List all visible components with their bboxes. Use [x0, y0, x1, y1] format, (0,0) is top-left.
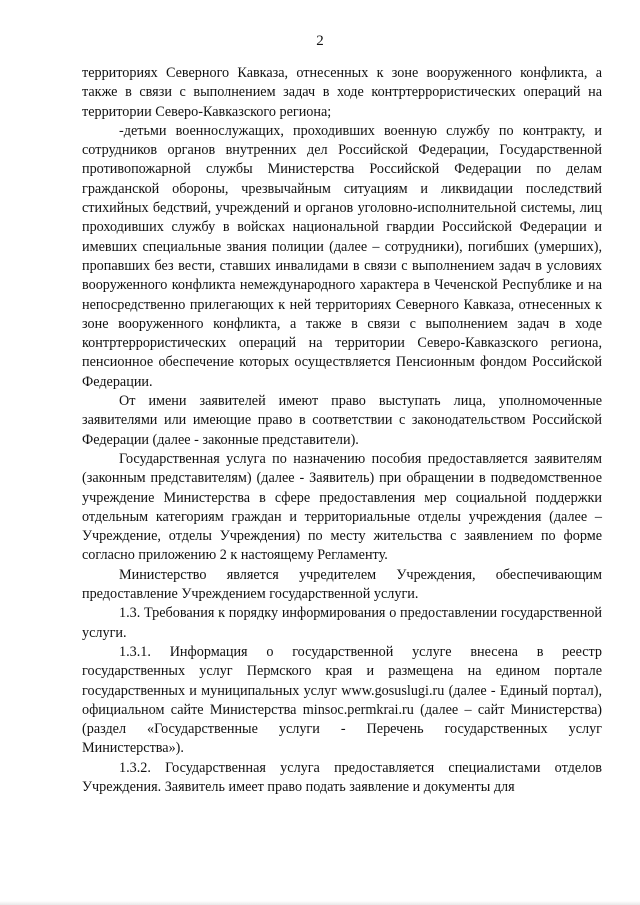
page-number: 2: [316, 33, 324, 49]
document-body: [82, 64, 602, 797]
section-1-3-2: 1.3.2. Государственная услуга предоставляется специалистами отделов Учреждения. Заявитель имеет право подать заявление и документы для: [82, 759, 602, 795]
scan-bottom-edge: [0, 901, 640, 905]
section-1-3-1: 1.3.1. Информация о государственной услуге внесена в реестр государственных услуг Пермского края и размещена на едином портале государственных и муниципальных услуг www.gosuslugi.ru (далее - Единый портал), официальном сайте Министерства minsoc.permkrai.ru (далее – сайт Министерства) (раздел «Государственные услуги - Перечень государственных услуг Министерства»).: [82, 643, 602, 757]
paragraph-ministry-founder: Министерство является учредителем Учреждения, обеспечивающим предоставление Учреждением государственной услуги.: [82, 566, 602, 603]
section-1-3-heading: 1.3. Требования к порядку информирования о предоставлении государственной услуги.: [82, 605, 602, 641]
paragraph-service-provision: Государственная услуга по назначению пособия предоставляется заявителям (законным представителям) (далее - Заявитель) при обращении в подведомственное учреждение Министерства в сфере предоставления мер социальной поддержки отдельным категориям граждан и территориальные отделы учреждения (далее – Учреждение, отделы Учреждения) по месту жительства с заявлением по форме согласно приложению 2 к настоящему Регламенту.: [82, 450, 602, 564]
paragraph-continuation: территориях Северного Кавказа, отнесенных к зоне вооруженного конфликта, а также в связи с выполнением задач в ходе контртеррористических операций на территории Северо-Кавказского региона;: [82, 65, 602, 120]
paragraph-children-of-servicemen: -детьми военнослужащих, проходивших военную службу по контракту, и сотрудников органов внутренних дел Российской Федерации, Государственной противопожарной службы Министерства Российской Федерации по делам гражданской обороны, чрезвычайным ситуациям и ликвидации последствий стихийных бедствий, учреждений и органов уголовно-исполнительной системы, лиц проходивших службу в войсках национальной гвардии Российской Федерации и имевших специальные звания полиции (далее – сотрудники), погибших (умерших), пропавших без вести, ставших инвалидами в связи с выполнением задач в условиях вооруженного конфликта немеждународного характера в Чеченской Республике и на непосредственно прилегающих к ней территориях Северного Кавказа, отнесенных к зоне вооруженного конфликта, а также в связи с выполнением задач в ходе контртеррористических операций на территории Северо-Кавказского региона, пенсионное обеспечение которых осуществляется Пенсионным фондом Российской Федерации.: [82, 122, 602, 390]
paragraph-legal-representatives: От имени заявителей имеют право выступать лица, уполномоченные заявителями или имеющие право в соответствии с законодательством Российской Федерации (далее - законные представители).: [82, 393, 602, 448]
